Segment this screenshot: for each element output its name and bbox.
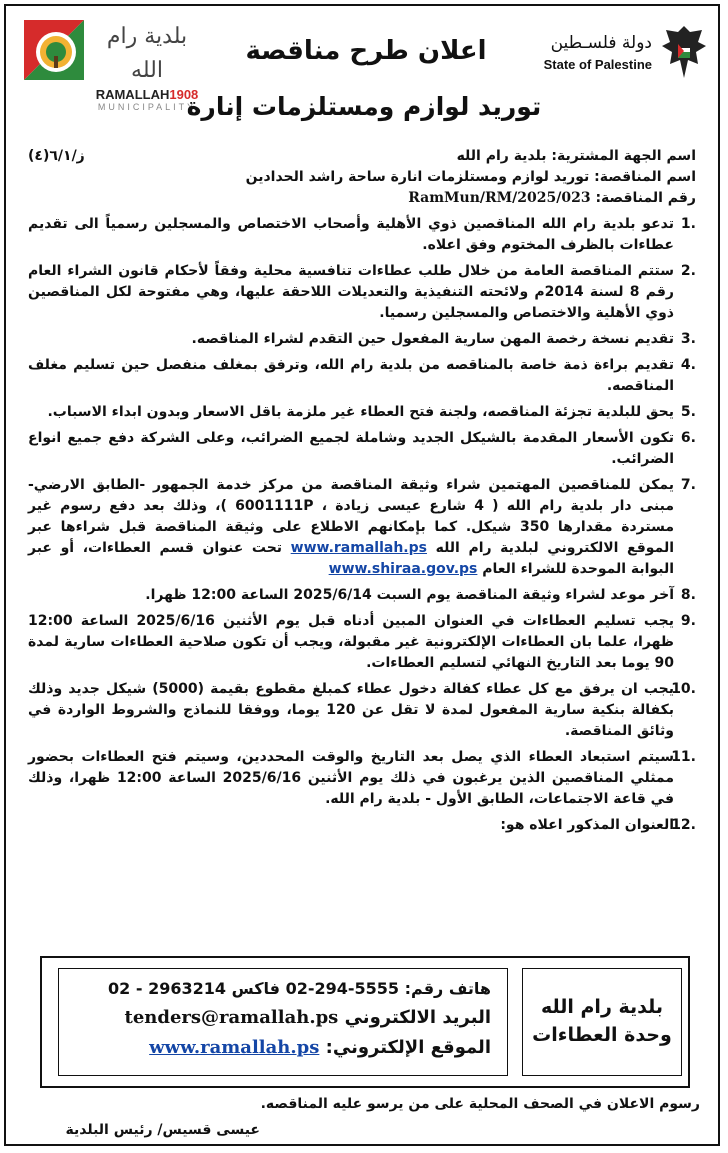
tender-number-row: [28, 188, 696, 209]
clause-text: تقديم نسخة رخصة المهن سارية المفعول حين التقدم لشراء المناقصه.: [191, 331, 674, 347]
clause-number: .4: [680, 357, 696, 373]
website-label: الموقع الإلكتروني:: [325, 1037, 491, 1058]
announcement-body: [28, 146, 696, 836]
clause-12: [28, 815, 696, 836]
ramallah-website-link[interactable]: www.ramallah.ps: [290, 540, 427, 556]
contact-details: [58, 968, 508, 1076]
clause-7: [28, 475, 696, 580]
clause-text: العنوان المذكور اعلاه هو:: [500, 817, 674, 833]
state-arabic: دولة فلسـطين: [550, 33, 652, 53]
clause-number: .2: [680, 263, 696, 279]
announcement-frame: [4, 4, 720, 1146]
clause-4: [28, 355, 696, 397]
clause-number: .1: [680, 216, 696, 232]
tenders-unit-box: [522, 968, 682, 1076]
tender-name: اسم المناقصة: توريد لوازم ومستلزمات انارة ساحة راشد الحدادين: [245, 169, 696, 185]
clause-number: .12: [671, 817, 696, 833]
clause-3: [28, 329, 696, 350]
clause-2: [28, 261, 696, 324]
clause-number: .7: [680, 477, 696, 493]
clause-text: تدعو بلدية رام الله المناقصين ذوي الأهلية وأصحاب الاختصاص والمسجلين رسمياً الى تقديم عطاءات بالظرف المختوم وفق اعلاه.: [28, 216, 674, 253]
clause-11: [28, 747, 696, 810]
buyer-name: اسم الجهة المشترية: بلدية رام الله: [456, 148, 696, 164]
clause-text: آخر موعد لشراء وثيقة المناقصة يوم السبت 2025/6/14 الساعة 12:00 ظهرا.: [145, 587, 674, 603]
clause-number: .10: [671, 681, 696, 697]
clause-text: يجب تسليم العطاءات في العنوان المبين أدناه قبل يوم الأثنين 2025/6/16 الساعة 12:00 ظهرا، علما بان العطاءات الإلكترونية غير مقبولة، ويجب أن تكون صلاحية العطاءات سارية لمدة 90 يوما بعد التاريخ النهائي لتسليم العطاءات.: [28, 613, 674, 671]
signature: عيسى قسيس/ رئيس البلدية: [65, 1122, 260, 1138]
clause-number: .6: [680, 430, 696, 446]
clause-7-text-b: تحت عنوان قسم العطاءات، أو عبر البوابة الموحدة للشراء العام: [28, 540, 674, 577]
clause-number: .8: [680, 587, 696, 603]
shiraa-portal-link[interactable]: www.shiraa.gov.ps: [328, 561, 478, 577]
municipality-word: MUNICIPALITY: [97, 102, 197, 112]
website-row: [69, 1033, 491, 1063]
clause-text: يحق للبلدية تجزئة المناقصه، ولجنة فتح العطاء غير ملزمة باقل الاسعار وبدون ابداء الاسباب.: [47, 404, 674, 420]
clause-text: ستتم المناقصة العامة من خلال طلب عطاءات تنافسية محلية وفقاً لأحكام قانون الشراء العام رقم 8 لسنة 2014م ولائحته التنفيذية والتعديلات اللاحقة عليها، وهي مفتوحة لكل المناقصين ذوي الأهلية والاختصاص والمسجلين رسميا.: [28, 263, 674, 321]
municipality-script: بلدية رام الله: [106, 24, 188, 83]
clause-9: [28, 611, 696, 674]
tender-number: RamMun/RM/2025/023: [408, 190, 591, 206]
municipality-logo-text: [92, 20, 202, 112]
clause-1: [28, 214, 696, 256]
reference-code: ز/٦/١(٤): [28, 148, 85, 164]
clause-text: يجب ان يرفق مع كل عطاء كفالة دخول عطاء كمبلغ مقطوع بقيمة (5000) شيكل جديد وذلك بكفالة بنكية سارية المفعول لمدة لا تقل عن 120 يوما، ووفقا للنماذج والشروط الواردة في وثائق المناقصة.: [28, 681, 675, 739]
clause-text: تكون الأسعار المقدمة بالشيكل الجديد وشاملة لجميع الضرائب، وعلى الشركة دفع جميع انواع الضرائب.: [28, 430, 674, 467]
state-english: State of Palestine: [543, 57, 652, 72]
clause-number: .5: [680, 404, 696, 420]
email-address[interactable]: tenders@ramallah.ps: [124, 1007, 339, 1028]
clause-number: .3: [680, 331, 696, 347]
unit-line-2: وحدة العطاءات: [532, 1024, 672, 1046]
email-row: [69, 1003, 491, 1033]
ad-fees-note: رسوم الاعلان في الصحف المحلية على من يرسو عليه المناقصه.: [260, 1096, 700, 1112]
contact-box: [40, 956, 690, 1088]
phone-fax: هاتف رقم: 5555-294-02 فاكس 2963214 - 02: [108, 979, 491, 998]
tender-subtitle: توريد لوازم ومستلزمات إنارة: [186, 92, 542, 121]
clause-text: سيتم استبعاد العطاء الذي يصل بعد التاريخ والوقت المحددين، وسيتم فتح العطاءات بحضور ممثلي المناقصين الذين يرغبون في ذلك يوم الأثنين 2025/6/16 الساعة 12:00 ظهرا، وذلك في قاعة الاجتماعات، الطابق الأول - بلدية رام الله.: [28, 749, 674, 807]
unit-line-1: بلدية رام الله: [540, 996, 664, 1018]
clause-7-text-a: يمكن للمناقصين المهتمين شراء وثيقة المناقصة من مركز خدمة الجمهور -الطابق الارضي- مبنى دار بلدية رام الله ( 4 شارع عيسى زيادة ، 6001111P )، وذلك بعد دفع رسوم غير مستردة مقدارها 350 شيكل. كما بإمكانهم الاطلاع على وثيقة المناقصة قبل شراءها عبر الموقع الالكتروني لبلدية رام الله: [28, 477, 675, 556]
clause-text: تقديم براءة ذمة خاصة بالمناقصه من بلدية رام الله، وترفق بمغلف منفصل حين تسليم مغلف المناقصه.: [28, 357, 674, 394]
clause-5: [28, 402, 696, 423]
ramallah-logo-icon: [24, 20, 84, 80]
website-link[interactable]: www.ramallah.ps: [149, 1037, 320, 1058]
clause-number: .11: [671, 749, 696, 765]
palestine-eagle-emblem-icon: [658, 20, 710, 86]
clause-10: [28, 679, 696, 742]
announcement-title: اعلان طرح مناقصة: [245, 36, 487, 66]
clause-8: [28, 585, 696, 606]
clause-number: .9: [680, 613, 696, 629]
municipality-name: RAMALLAH1908: [95, 87, 199, 102]
clause-text: [28, 475, 674, 580]
tender-number-label: رقم المناقصة:: [595, 190, 696, 206]
state-of-palestine: [492, 32, 652, 76]
buyer-row: [28, 146, 696, 167]
clause-6: [28, 428, 696, 470]
email-label: البريد الالكتروني: [344, 1007, 491, 1028]
